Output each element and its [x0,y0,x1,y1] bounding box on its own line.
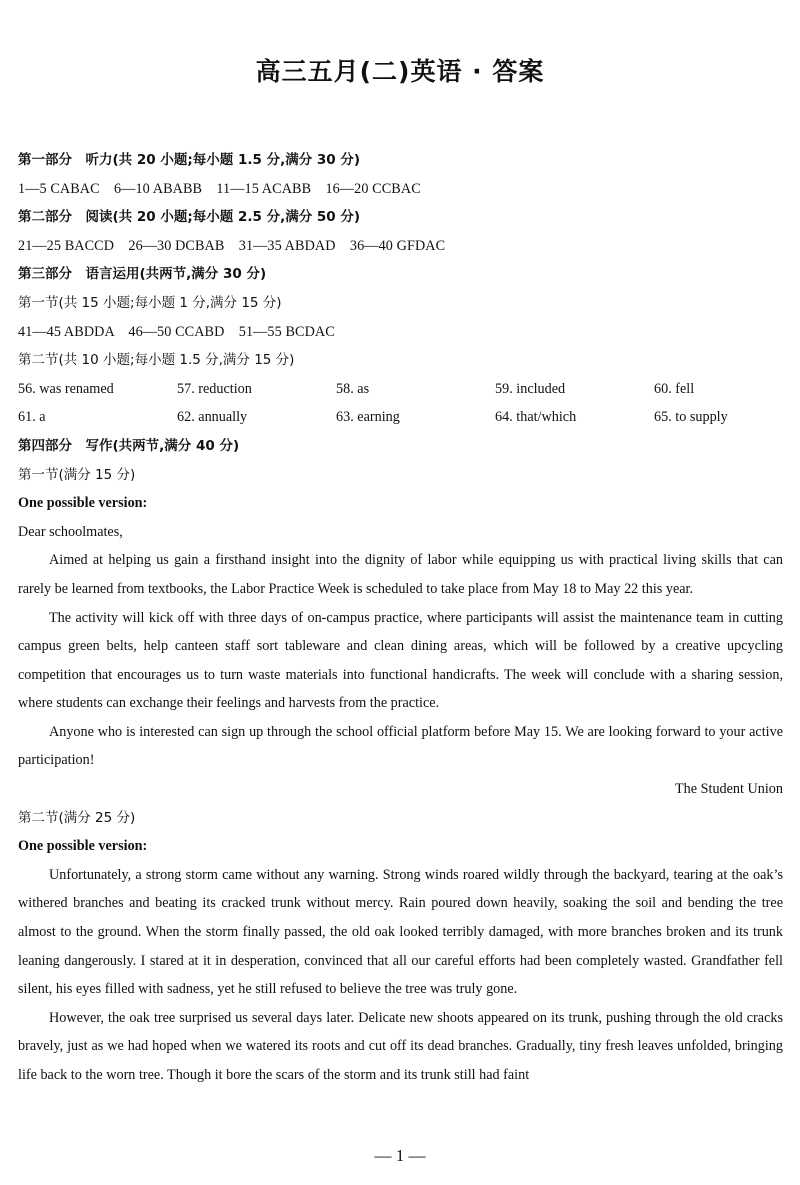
answer-57: 57. reduction [177,380,252,397]
answer-65: 65. to supply [654,409,728,426]
essay1-paragraph-2: The activity will kick off with three days of on-campus practice, where participants will assist the maintenance team in cutting campus green belts, help canteen staff sort tableware and clean dining areas, which will be followed by a creative upcycling competition that encourages us to turn waste materials into functional handicrafts. The week will conclude with a sharing session, where students can exchange their feelings and harvests from the practice. [18,609,783,712]
answer-61: 61. a [18,409,46,426]
answer-62: 62. annually [177,409,248,426]
part3-section1-heading: 第一节(共 15 小题;每小题 1 分,满分 15 分) [18,294,282,311]
salutation: Dear schoolmates, [18,523,123,540]
part3-section2-heading: 第二节(共 10 小题;每小题 1.5 分,满分 15 分) [18,352,295,369]
signature: The Student Union [675,781,783,798]
part3-heading: 第三部分 语言运用(共两节,满分 30 分) [18,266,267,283]
part2-answers: 21—25 BACCD 26—30 DCBAB 31—35 ABDAD 36—40 GFDAC [18,237,446,254]
part1-answers: 1—5 CABAC 6—10 ABABB 11—15 ACABB 16—20 CCBAC [18,180,421,197]
fill-in-answers-row-1 [18,375,783,404]
answer-64: 64. that/which [495,409,577,426]
answer-63: 63. earning [336,409,400,426]
page-number: — 1 — [374,1146,426,1165]
answer-59: 59. included [495,380,566,397]
version-label: One possible version: [18,495,148,512]
essay1-paragraph-3: Anyone who is interested can sign up through the school official platform before May 15. We are looking forward to your active participation! [18,723,783,769]
fill-in-answers-row-2 [18,403,783,432]
essay2-paragraph-2: However, the oak tree surprised us several days later. Delicate new shoots appeared on its trunk, pushing through the old cracks bravely, just as we had hoped when we watered its roots and cut off its dead branches. Gradually, tiny fresh leaves unfolded, bringing life back to the worn tree. Though it bore the scars of the storm and its trunk still had faint [18,1009,783,1083]
version-label-2: One possible version: [18,838,148,855]
answer-60: 60. fell [654,380,695,397]
essay1-paragraph-1: Aimed at helping us gain a firsthand insight into the dignity of labor while equipping us with practical living skills that can rarely be learned from textbooks, the Labor Practice Week is scheduled to take place from May 18 to May 22 this year. [18,552,783,597]
page-title: 高三五月(二)英语 · 答案 [255,57,545,86]
part1-heading: 第一部分 听力(共 20 小题;每小题 1.5 分,满分 30 分) [18,152,361,168]
part4-section2-heading: 第二节(满分 25 分) [18,809,136,826]
part2-heading: 第二部分 阅读(共 20 小题;每小题 2.5 分,满分 50 分) [18,209,361,226]
part4-heading: 第四部分 写作(共两节,满分 40 分) [18,437,240,454]
part3-section1-answers: 41—45 ABDDA 46—50 CCABD 51—55 BCDAC [18,323,335,340]
answer-56: 56. was renamed [18,380,114,397]
part4-section1-heading: 第一节(满分 15 分) [18,466,136,483]
answer-content [18,146,783,1090]
essay2-paragraph-1: Unfortunately, a strong storm came without any warning. Strong winds roared wildly through the backyard, tearing at the oak’s withered branches and beating its cracked trunk without mercy. Rain poured down heavily, soaking the soil and bending the tree almost to the ground. When the storm finally passed, the old oak looked terribly damaged, with more branches broken and its trunk leaning dangerously. I stared at it in desperation, convinced that all our careful efforts had been completely wasted. Grandfather fell silent, his eyes filled with sadness, yet he still refused to believe the tree was truly gone. [18,866,783,998]
answer-58: 58. as [336,380,370,397]
